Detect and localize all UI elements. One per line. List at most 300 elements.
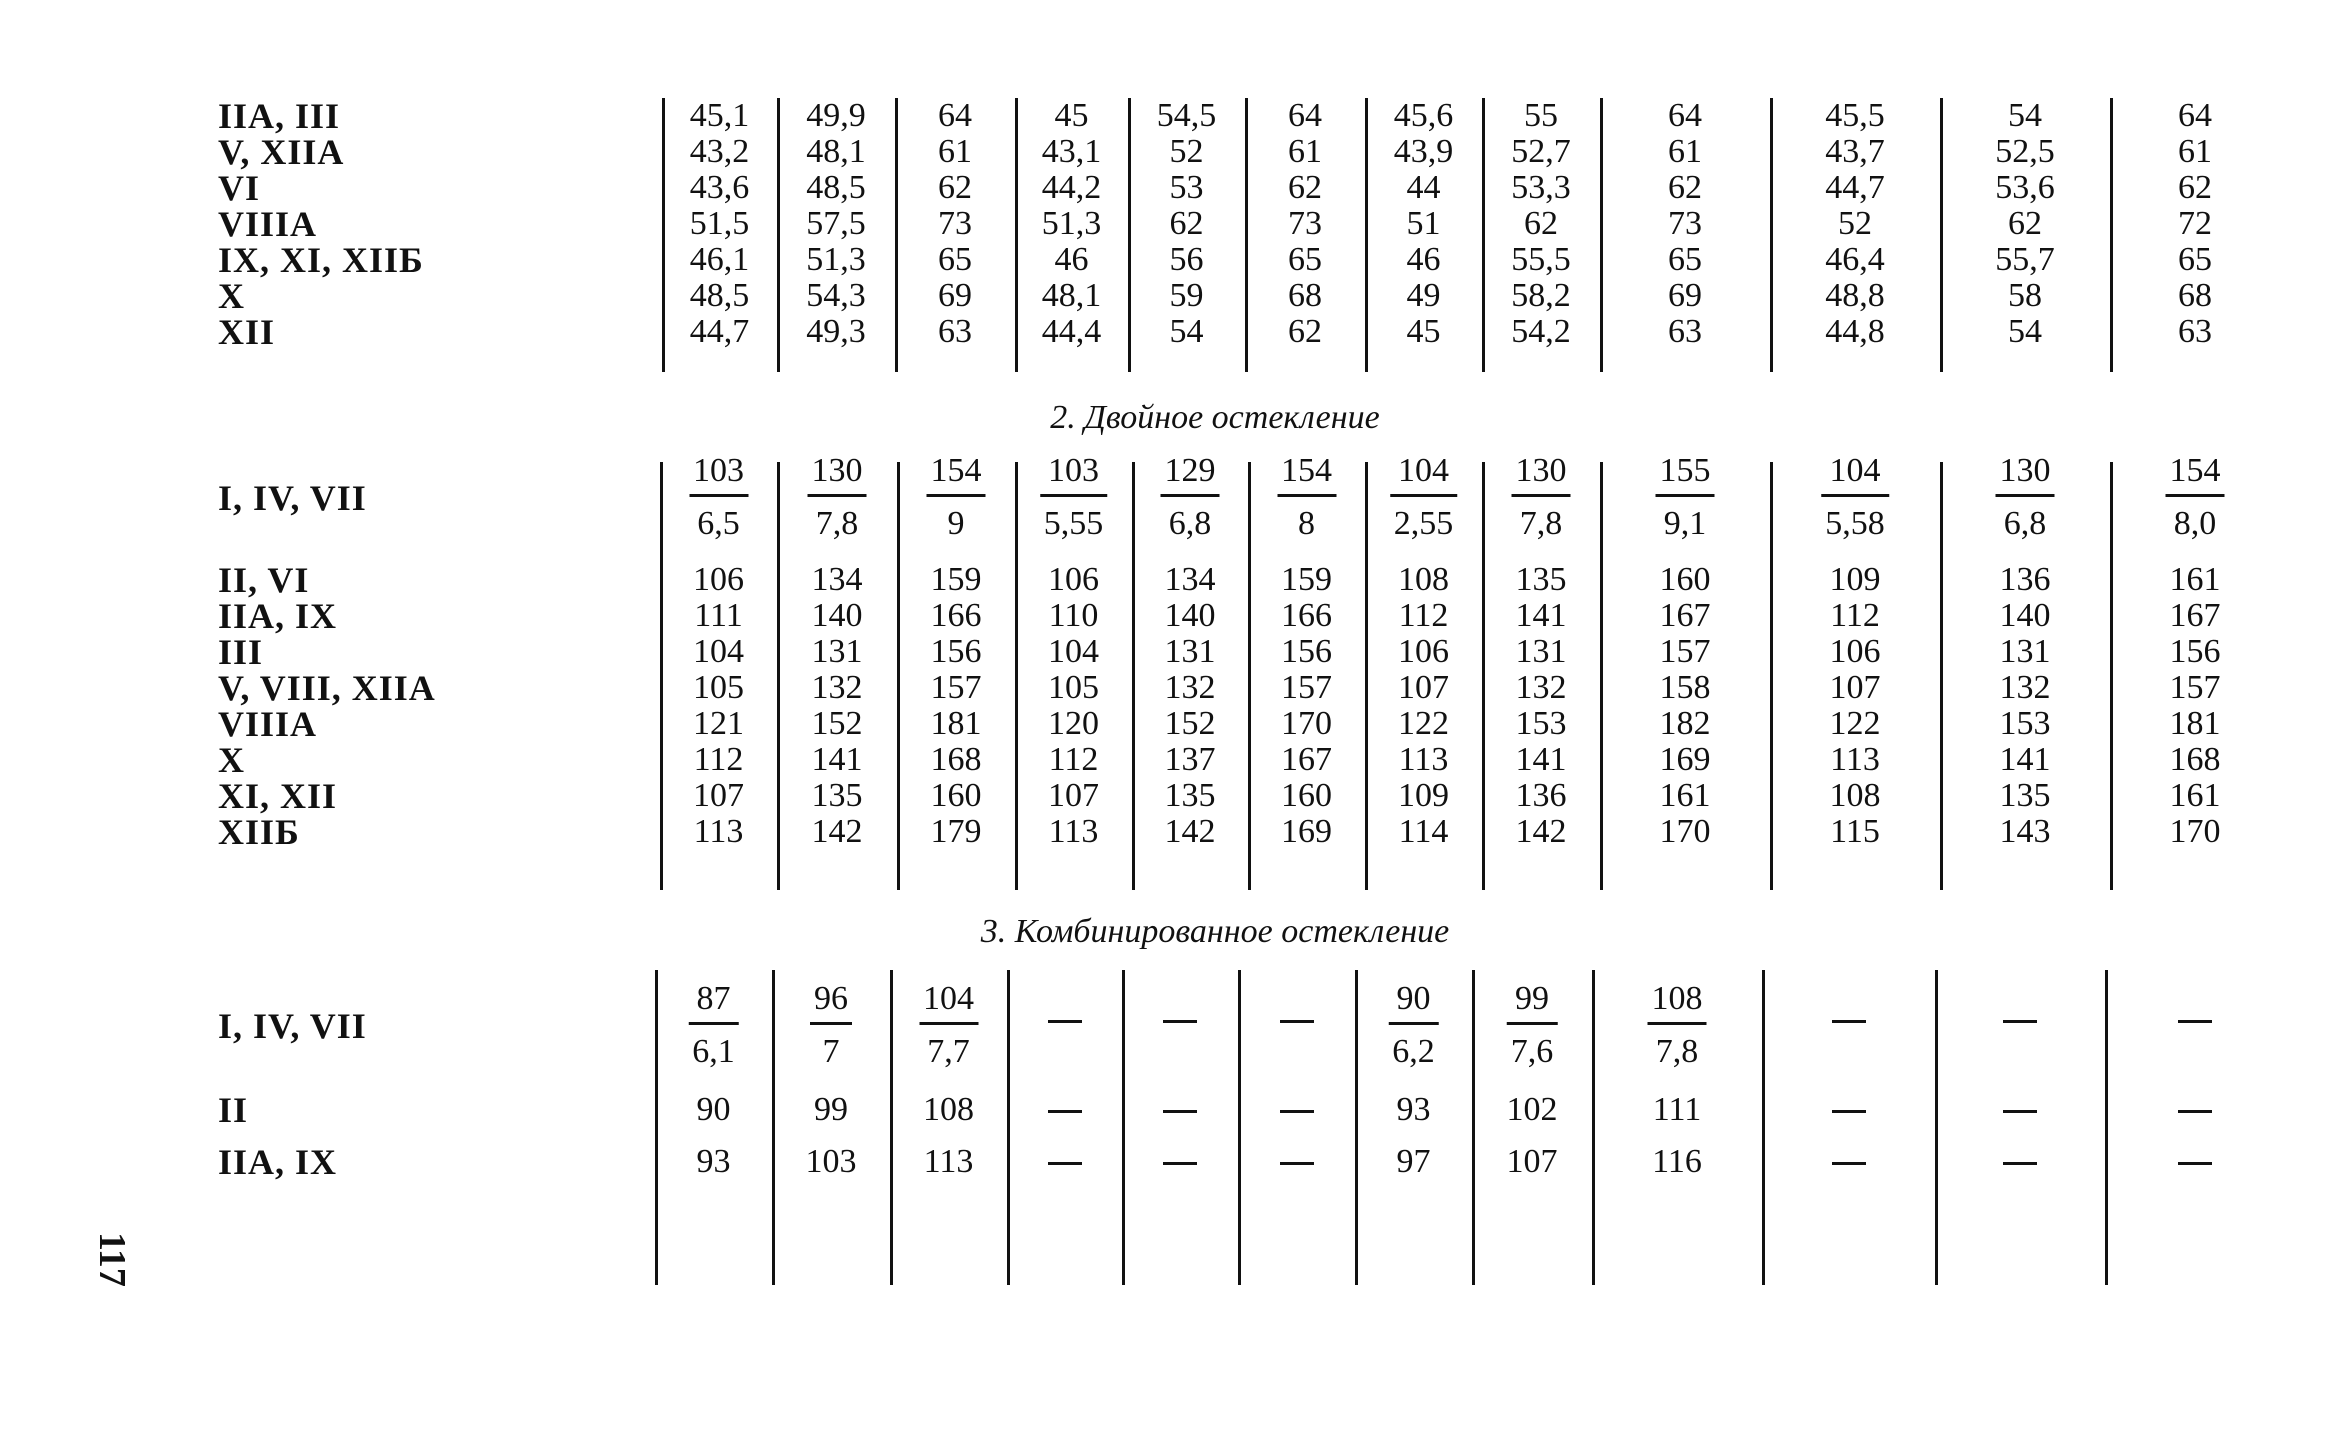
table-column-divider [2110,462,2113,890]
table-cell: 113 [1830,741,1880,778]
table-column-divider [1015,462,1018,890]
dash-mark [1832,1110,1866,1113]
fraction-denominator: 6,8 [1168,505,1212,542]
table-cell: 132 [1164,669,1216,706]
fraction-bar [1507,1022,1558,1025]
dash-mark [1048,1020,1082,1023]
table-cell: 52,7 [1511,133,1571,170]
row-label: XI, XII [218,776,338,816]
table-cell: 53,6 [1995,169,2055,206]
table-column-divider [1600,462,1603,890]
table-cell: 141 [1515,597,1567,634]
table-cell: 58 [2008,277,2042,314]
fraction-denominator: 8,0 [2173,505,2217,542]
fraction-denominator: 7,6 [1510,1033,1554,1070]
table-cell: 136 [1999,561,2051,598]
table-cell: 111 [1652,1091,1702,1128]
table-cell: 46 [1054,241,1089,278]
table-cell: 153 [1999,705,2051,742]
fraction-cell [808,452,867,543]
table-cell: 43,2 [689,133,750,170]
dash-mark [1280,1110,1314,1113]
table-column-divider [1365,98,1368,372]
table-cell: 69 [1668,277,1702,314]
table-cell: 62 [1169,205,1204,242]
fraction-bar [808,494,867,497]
table-cell: 44,8 [1825,313,1885,350]
fraction-cell [1512,452,1571,543]
row-label: IIA, IX [218,596,338,636]
table-cell: 62 [1288,313,1322,350]
table-cell: 105 [1048,669,1099,706]
fraction-denominator: 5,55 [1043,505,1104,542]
table-cell: 136 [1515,777,1567,814]
dash-mark [1048,1110,1082,1113]
table-cell: 135 [1999,777,2051,814]
table-cell: 182 [1659,705,1711,742]
table-cell: 43,9 [1393,133,1454,170]
table-cell: 54 [2008,313,2042,350]
page-number: 117 [91,1232,133,1287]
table-column-divider [895,98,898,372]
table-cell: 169 [1659,741,1711,778]
table-column-divider [1245,98,1248,372]
table-cell: 122 [1829,705,1881,742]
table-cell: 64 [938,97,972,134]
table-cell: 104 [693,633,744,670]
table-cell: 61 [1288,133,1322,170]
table-cell: 114 [1398,813,1449,850]
table-cell: 63 [2178,313,2212,350]
table-cell: 54 [2008,97,2042,134]
fraction-cell [1996,452,2055,543]
table-cell: 62 [1288,169,1322,206]
table-cell: 45,1 [689,97,750,134]
fraction-bar [1996,494,2055,497]
fraction-bar [1656,494,1715,497]
table-cell: 109 [1398,777,1449,814]
table-cell: 48,1 [1041,277,1102,314]
table-cell: 166 [930,597,982,634]
dash-mark [2003,1020,2037,1023]
dash-mark [1163,1110,1197,1113]
table-cell: 116 [1652,1143,1702,1180]
fraction-bar [688,1022,739,1025]
fraction-bar [1277,494,1336,497]
table-cell: 49 [1406,277,1441,314]
table-cell: 131 [1164,633,1216,670]
fraction-denominator: 7,8 [1655,1033,1699,1070]
table-cell: 166 [1281,597,1332,634]
table-column-divider [1940,462,1943,890]
table-cell: 53 [1169,169,1204,206]
table-cell: 160 [1281,777,1332,814]
row-label: X [218,740,245,780]
table-cell: 57,5 [806,205,866,242]
table-cell: 160 [1659,561,1711,598]
table-cell: 108 [1398,561,1449,598]
table-cell: 115 [1830,813,1880,850]
fraction-cell [1648,980,1707,1071]
table-cell: 157 [1659,633,1711,670]
table-cell: 142 [1515,813,1567,850]
table-cell: 156 [1281,633,1332,670]
table-cell: 64 [1668,97,1702,134]
table-cell: 62 [938,169,972,206]
table-cell: 52 [1838,205,1872,242]
table-column-divider [1007,970,1010,1285]
fraction-bar [2166,494,2225,497]
table-column-divider [1015,98,1018,372]
row-label: I, IV, VII [218,478,367,518]
table-cell: 73 [938,205,972,242]
row-label: II, VI [218,560,310,600]
fraction-bar [810,1022,852,1025]
row-label: XII [218,312,276,352]
table-cell: 140 [811,597,863,634]
fraction-denominator: 9 [947,505,965,542]
fraction-cell [1507,980,1558,1071]
table-cell: 65 [938,241,972,278]
table-column-divider [1122,970,1125,1285]
row-label: IIA, III [218,96,341,136]
fraction-bar [1161,494,1220,497]
row-label: III [218,632,264,672]
fraction-bar [1648,1022,1707,1025]
fraction-numerator: 103 [693,452,744,489]
table-cell: 152 [1164,705,1216,742]
table-cell: 169 [1281,813,1332,850]
table-column-divider [660,462,663,890]
fraction-denominator: 5,58 [1825,505,1885,542]
table-column-divider [890,970,893,1285]
table-cell: 68 [2178,277,2212,314]
table-cell: 69 [938,277,972,314]
table-cell: 62 [2178,169,2212,206]
table-cell: 44,2 [1041,169,1102,206]
fraction-numerator: 154 [2169,452,2221,489]
table-cell: 135 [1164,777,1216,814]
table-cell: 168 [930,741,982,778]
fraction-numerator: 87 [696,980,731,1017]
table-cell: 56 [1169,241,1204,278]
table-cell: 54 [1169,313,1204,350]
table-cell: 157 [1281,669,1332,706]
table-cell: 59 [1169,277,1204,314]
table-cell: 181 [2169,705,2221,742]
table-cell: 46,1 [689,241,750,278]
table-cell: 63 [1668,313,1702,350]
table-cell: 106 [1048,561,1099,598]
fraction-denominator: 8 [1298,505,1315,542]
table-cell: 62 [1668,169,1702,206]
table-column-divider [1128,98,1131,372]
table-cell: 55 [1524,97,1558,134]
fraction-denominator: 2,55 [1393,505,1454,542]
table-cell: 157 [930,669,982,706]
table-column-divider [777,98,780,372]
fraction-bar [1390,494,1458,497]
dash-mark [2178,1162,2212,1165]
table-cell: 132 [811,669,863,706]
fraction-numerator: 103 [1048,452,1099,489]
table-column-divider [1592,970,1595,1285]
table-cell: 160 [930,777,982,814]
table-cell: 137 [1164,741,1216,778]
table-cell: 113 [1398,741,1449,778]
fraction-bar [1512,494,1571,497]
table-column-divider [2110,98,2113,372]
table-cell: 103 [805,1143,857,1180]
table-cell: 44 [1406,169,1441,206]
row-label: VIIIA [218,704,318,744]
dash-mark [1280,1162,1314,1165]
table-column-divider [1600,98,1603,372]
row-label: V, XIIA [218,132,345,172]
fraction-cell [927,452,986,543]
table-cell: 44,7 [1825,169,1885,206]
fraction-cell [1390,452,1458,543]
section-heading: 3. Комбинированное остекление [980,913,1450,950]
table-column-divider [655,970,658,1285]
table-cell: 112 [1048,741,1099,778]
table-cell: 122 [1398,705,1449,742]
table-cell: 131 [811,633,863,670]
fraction-cell [810,980,852,1071]
table-cell: 159 [1281,561,1332,598]
dash-mark [1832,1020,1866,1023]
table-cell: 44,7 [689,313,750,350]
table-cell: 53,3 [1511,169,1571,206]
row-label: IX, XI, XIIБ [218,240,424,280]
fraction-bar [689,494,748,497]
table-cell: 170 [1281,705,1332,742]
table-cell: 51 [1406,205,1441,242]
table-cell: 131 [1515,633,1567,670]
fraction-denominator: 7 [822,1033,840,1070]
table-cell: 43,7 [1825,133,1885,170]
table-cell: 62 [2008,205,2042,242]
table-cell: 134 [1164,561,1216,598]
table-cell: 58,2 [1511,277,1571,314]
fraction-cell [1656,452,1715,543]
table-cell: 132 [1515,669,1567,706]
table-cell: 65 [1668,241,1702,278]
fraction-numerator: 90 [1396,980,1431,1017]
table-cell: 167 [1281,741,1332,778]
section-heading: 2. Двойное остекление [1050,399,1380,436]
table-cell: 168 [2169,741,2221,778]
fraction-cell [689,452,748,543]
fraction-numerator: 154 [1281,452,1332,489]
table-column-divider [1482,462,1485,890]
fraction-numerator: 104 [1398,452,1449,489]
table-cell: 113 [923,1143,974,1180]
table-cell: 61 [938,133,972,170]
table-column-divider [1355,970,1358,1285]
table-cell: 108 [923,1091,974,1128]
table-cell: 99 [814,1091,848,1128]
table-cell: 142 [811,813,863,850]
table-cell: 45,5 [1825,97,1885,134]
fraction-bar [927,494,986,497]
row-label: V, VIII, XIIA [218,668,436,708]
dash-mark [1163,1020,1197,1023]
table-cell: 48,5 [806,169,866,206]
table-column-divider [662,98,665,372]
dash-mark [2178,1110,2212,1113]
table-column-divider [1248,462,1251,890]
dash-mark [1048,1162,1082,1165]
table-column-divider [2105,970,2108,1285]
table-column-divider [1762,970,1765,1285]
table-cell: 113 [693,813,744,850]
table-cell: 156 [930,633,982,670]
table-cell: 51,3 [806,241,866,278]
table-cell: 48,5 [689,277,750,314]
table-cell: 49,9 [806,97,866,134]
table-column-divider [1238,970,1241,1285]
table-cell: 54,5 [1156,97,1217,134]
table-column-divider [1935,970,1938,1285]
table-cell: 109 [1829,561,1881,598]
table-cell: 93 [1396,1091,1431,1128]
table-cell: 112 [1398,597,1449,634]
fraction-denominator: 9,1 [1663,505,1707,542]
table-cell: 153 [1515,705,1567,742]
table-cell: 107 [1506,1143,1558,1180]
fraction-denominator: 6,8 [2003,505,2047,542]
dash-mark [1280,1020,1314,1023]
table-column-divider [1132,462,1135,890]
fraction-cell [2166,452,2225,543]
table-cell: 102 [1506,1091,1558,1128]
row-label: VIIIA [218,204,318,244]
table-cell: 107 [693,777,744,814]
fraction-numerator: 104 [923,980,974,1017]
table-cell: 45,6 [1393,97,1454,134]
table-cell: 52,5 [1995,133,2055,170]
table-cell: 49,3 [806,313,866,350]
fraction-cell [1161,452,1220,543]
fraction-numerator: 154 [930,452,982,489]
table-cell: 161 [2169,561,2221,598]
table-cell: 72 [2178,205,2212,242]
table-cell: 132 [1999,669,2051,706]
table-cell: 141 [1999,741,2051,778]
table-cell: 181 [930,705,982,742]
table-cell: 140 [1164,597,1216,634]
table-cell: 68 [1288,277,1322,314]
table-cell: 131 [1999,633,2051,670]
table-cell: 45 [1054,97,1089,134]
table-cell: 158 [1659,669,1711,706]
dash-mark [2003,1110,2037,1113]
table-cell: 46 [1406,241,1441,278]
table-cell: 167 [2169,597,2221,634]
table-cell: 112 [693,741,744,778]
table-cell: 108 [1829,777,1881,814]
table-cell: 152 [811,705,863,742]
table-column-divider [897,462,900,890]
fraction-numerator: 96 [814,980,848,1017]
fraction-cell [1277,452,1336,543]
table-cell: 142 [1164,813,1216,850]
row-label: I, IV, VII [218,1006,367,1046]
table-cell: 141 [1515,741,1567,778]
dash-mark [1832,1162,1866,1165]
table-cell: 106 [693,561,744,598]
dash-mark [2003,1162,2037,1165]
table-cell: 112 [1830,597,1880,634]
table-cell: 107 [1829,669,1881,706]
table-cell: 104 [1048,633,1099,670]
fraction-numerator: 155 [1659,452,1711,489]
dash-mark [2178,1020,2212,1023]
fraction-denominator: 6,5 [697,505,740,542]
table-cell: 54,3 [806,277,866,314]
table-cell: 141 [811,741,863,778]
table-cell: 110 [1048,597,1099,634]
fraction-cell [1821,452,1889,543]
table-cell: 65 [2178,241,2212,278]
table-cell: 51,3 [1041,205,1102,242]
table-column-divider [1365,462,1368,890]
table-cell: 135 [1515,561,1567,598]
table-cell: 106 [1398,633,1449,670]
table-cell: 61 [2178,133,2212,170]
table-column-divider [772,970,775,1285]
fraction-denominator: 6,1 [692,1033,735,1070]
table-cell: 48,1 [806,133,866,170]
table-cell: 107 [1048,777,1099,814]
fraction-bar [1040,494,1108,497]
table-cell: 157 [2169,669,2221,706]
table-column-divider [1472,970,1475,1285]
table-column-divider [777,462,780,890]
fraction-bar [1821,494,1889,497]
table-cell: 170 [2169,813,2221,850]
row-label: X [218,276,245,316]
table-cell: 73 [1668,205,1702,242]
table-cell: 64 [2178,97,2212,134]
table-cell: 54,2 [1511,313,1571,350]
table-cell: 97 [1396,1143,1431,1180]
table-cell: 65 [1288,241,1322,278]
table-cell: 63 [938,313,972,350]
fraction-numerator: 104 [1829,452,1881,489]
table-column-divider [1940,98,1943,372]
table-column-divider [1482,98,1485,372]
table-cell: 61 [1668,133,1702,170]
table-cell: 156 [2169,633,2221,670]
table-cell: 161 [1659,777,1711,814]
table-cell: 43,1 [1041,133,1102,170]
table-column-divider [1770,98,1773,372]
table-cell: 46,4 [1825,241,1885,278]
table-cell: 120 [1048,705,1099,742]
table-cell: 135 [811,777,863,814]
dash-mark [1163,1162,1197,1165]
fraction-denominator: 7,8 [815,505,859,542]
table-cell: 55,7 [1995,241,2055,278]
table-cell: 43,6 [689,169,750,206]
table-cell: 121 [693,705,744,742]
table-cell: 113 [1048,813,1099,850]
fraction-numerator: 130 [811,452,863,489]
fraction-cell [1040,452,1108,543]
fraction-denominator: 7,7 [927,1033,970,1070]
